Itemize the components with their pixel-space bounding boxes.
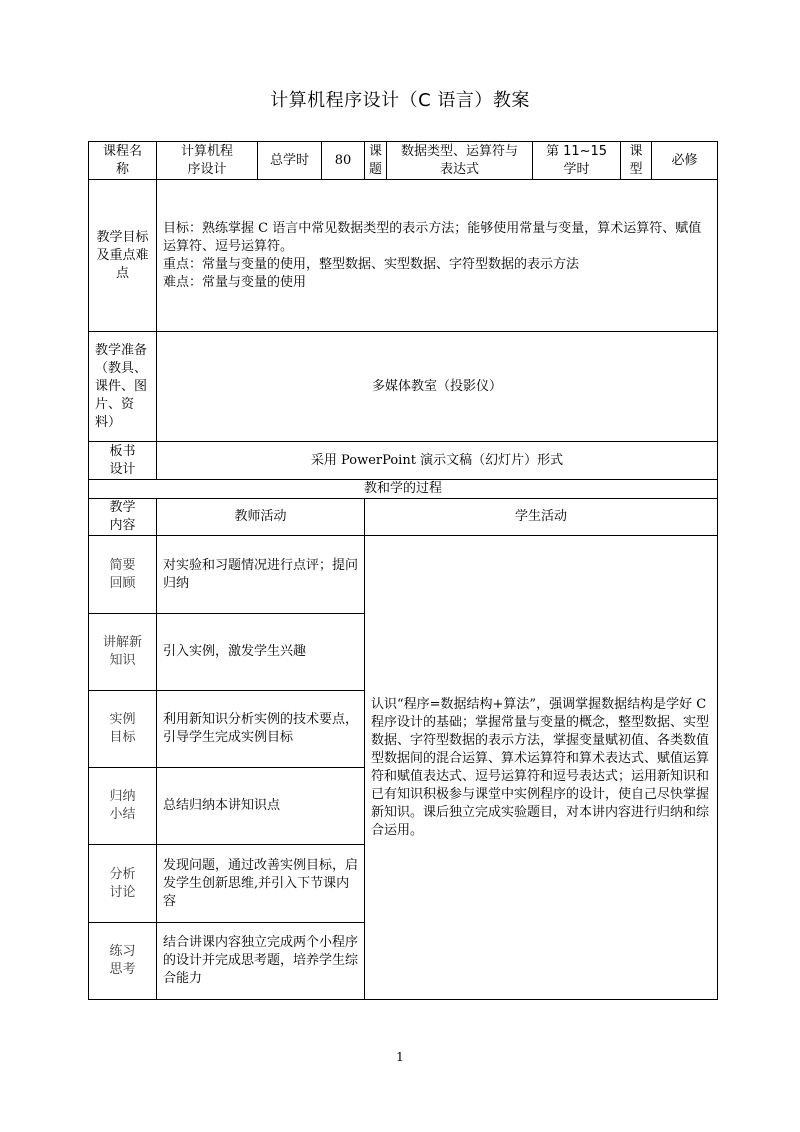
class-hours: 第 11~15 学时 bbox=[533, 142, 621, 180]
board-label: 板书设计 bbox=[89, 442, 157, 480]
topic-label: 课题 bbox=[365, 142, 387, 180]
step-content: 讲解新知识 bbox=[89, 614, 157, 691]
preparation-row bbox=[89, 332, 718, 442]
objectives-label: 教学目标及重点难点 bbox=[89, 180, 157, 332]
step-content: 分析讨论 bbox=[89, 845, 157, 923]
step-content: 归纳小结 bbox=[89, 768, 157, 845]
objective-difficulties: 难点：常量与变量的使用 bbox=[163, 274, 307, 290]
total-hours-value: 80 bbox=[322, 142, 365, 180]
col-student-header: 学生活动 bbox=[365, 499, 718, 536]
type-value: 必修 bbox=[652, 142, 718, 180]
course-name: 计算机程序设计 bbox=[157, 142, 258, 180]
step-teacher: 发现问题，通过改善实例目标，启发学生创新思维,并引入下节课内容 bbox=[157, 845, 365, 923]
step-teacher: 利用新知识分析实例的技术要点，引导学生完成实例目标 bbox=[157, 691, 365, 768]
step-teacher: 引入实例，激发学生兴趣 bbox=[157, 614, 365, 691]
header-row bbox=[89, 142, 718, 180]
lesson-plan-table bbox=[88, 141, 718, 1000]
process-columns-row bbox=[89, 499, 718, 536]
objectives-content bbox=[157, 180, 718, 332]
step-teacher: 结合讲课内容独立完成两个小程序的设计并完成思考题，培养学生综合能力 bbox=[157, 923, 365, 1000]
board-row bbox=[89, 442, 718, 480]
type-label: 课型 bbox=[621, 142, 652, 180]
document-title: 计算机程序设计（C 语言）教案 bbox=[270, 90, 530, 111]
topic-value: 数据类型、运算符与表达式 bbox=[387, 142, 533, 180]
student-activity: 认识“程序=数据结构+算法”，强调掌握数据结构是学好 C 程序设计的基础；掌握常量与变量的概念，整型数据、实型数据、字符型数据的表示方法，掌握变量赋初值、各类数值型数据间的混合运算、算术运算符和算术表达式、赋值运算符和赋值表达式、逗号运算符和逗号表达式；运用新知识和已有知识积极参与课堂中实例程序的设计，使自己尽快掌握新知识。课后独立完成实验题目，对本讲内容进行归纳和综合运用。 bbox=[365, 536, 718, 1000]
step-content: 简要回顾 bbox=[89, 536, 157, 614]
objectives-row bbox=[89, 180, 718, 332]
step-teacher: 总结归纳本讲知识点 bbox=[157, 768, 365, 845]
preparation-value: 多媒体教室（投影仪） bbox=[157, 332, 718, 442]
course-label: 课程名称 bbox=[89, 142, 157, 180]
col-content-header: 教学内容 bbox=[89, 499, 157, 536]
step-teacher: 对实验和习题情况进行点评；提问归纳 bbox=[157, 536, 365, 614]
process-heading: 教和学的过程 bbox=[89, 480, 718, 499]
process-heading-row bbox=[89, 480, 718, 499]
step-row bbox=[89, 536, 718, 614]
step-content: 实例目标 bbox=[89, 691, 157, 768]
page-number: 1 bbox=[396, 1050, 404, 1064]
step-content: 练习思考 bbox=[89, 923, 157, 1000]
preparation-label: 教学准备（教具、课件、图片、资料） bbox=[89, 332, 157, 442]
board-value: 采用 PowerPoint 演示文稿（幻灯片）形式 bbox=[157, 442, 718, 480]
total-hours-label: 总学时 bbox=[258, 142, 322, 180]
objective-key-points: 重点：常量与变量的使用，整型数据、实型数据、字符型数据的表示方法 bbox=[163, 256, 580, 272]
col-teacher-header: 教师活动 bbox=[157, 499, 365, 536]
objective-goal: 目标：熟练掌握 C 语言中常见数据类型的表示方法；能够使用常量与变量，算术运算符、赋值运算符、逗号运算符。 bbox=[163, 220, 702, 254]
